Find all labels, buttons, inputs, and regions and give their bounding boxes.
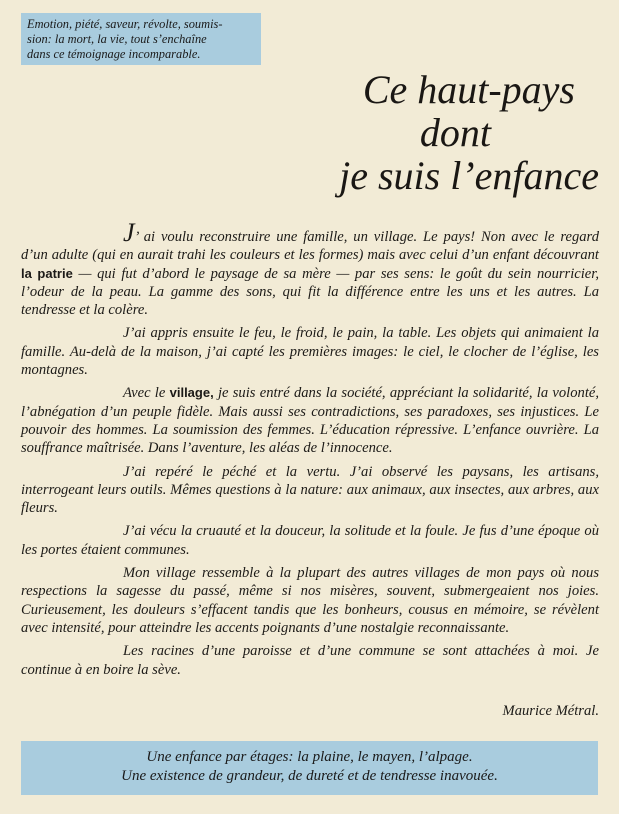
paragraph-4: J’ai repéré le péché et la vertu. J’ai observé les paysans, les artisans, interrogeant leurs outils. Mêmes questions à la nature: aux animaux, aux insectes, aux arbres, aux fleurs. xyxy=(21,463,599,517)
paragraph-2: J’ai appris ensuite le feu, le froid, le pain, la table. Les objets qui animaient la famille. Au-delà de la maison, j’ai capté les premières images: le ciel, le clocher de l’église, les montagnes. xyxy=(21,325,599,379)
paragraph-7: Les racines d’une paroisse et d’une commune se sont attachées à moi. Je continue à en boire la sève. xyxy=(21,643,599,678)
paragraph-1-bold-term: la patrie xyxy=(21,265,73,281)
top-banner xyxy=(21,13,261,65)
paragraph-1-text-a: ’ ai voulu reconstruire une famille, un village. Le pays! Non avec le regard d’un adulte (qui en aurait trahi les couleurs et les formes) mais avec celui d’un enfant découvrant xyxy=(21,229,599,264)
top-banner-line-1: Emotion, piété, saveur, révolte, soumis- xyxy=(27,17,223,31)
paragraph-3-text-b: je suis entré dans la société, appréciant la solidarité, la volonté, l’abnégation d’un peuple fidèle. Mais aussi ses contradictions, ses paradoxes, ses injustices. Le pouvoir des hommes. La soumission des femmes. L’éducation répressive. L’enfance ouvrière. La souffrance maîtrisée. Dans l’aventure, les aléas de l’innocence. xyxy=(21,385,600,457)
title-line-1: Ce haut-pays xyxy=(362,67,575,112)
drop-cap: J xyxy=(123,218,135,247)
top-banner-line-3: dans ce témoignage incomparable. xyxy=(27,47,201,61)
paragraph-5: J’ai vécu la cruauté et la douceur, la solitude et la foule. Je fus d’une époque où les portes étaient communes. xyxy=(21,523,599,558)
author-signature: Maurice Métral. xyxy=(502,703,599,719)
body-text xyxy=(21,218,600,684)
paragraph-1 xyxy=(21,218,599,319)
top-banner-line-2: sion: la mort, la vie, tout s’enchaîne xyxy=(27,32,207,46)
title-line-3: je suis l’enfance xyxy=(339,153,599,198)
bottom-banner xyxy=(21,741,598,795)
paragraph-6: Mon village ressemble à la plupart des autres villages de mon pays où nous respections la sagesse du passé, même si nos misères, souvent, submergeaient nos joies. Curieusement, les douleurs s’effacent tandis que les bonheurs, cousus en mémoire, se révèlent avec intensité, pour atteindre les accents poignants d’une nostalgie reconnaissante. xyxy=(21,565,599,636)
bottom-banner-line-1: Une enfance par étages: la plaine, le mayen, l’alpage. xyxy=(146,749,473,765)
paragraph-3 xyxy=(21,384,599,457)
bottom-banner-line-2: Une existence de grandeur, de dureté et de tendresse inavouée. xyxy=(121,768,498,784)
paragraph-3-bold-term: village, xyxy=(169,385,214,401)
paragraph-1-text-b: — qui fut d’abord le paysage de sa mère — par ses sens: le goût du sein nourricier, l’odeur de la peau. La gamme des sons, qui fit la différence entre les uns et les autres. La tendresse et la colère. xyxy=(21,265,599,319)
title-line-2: dont xyxy=(419,110,491,155)
page-title xyxy=(339,68,599,197)
paragraph-3-text-a: Avec le xyxy=(123,385,170,402)
